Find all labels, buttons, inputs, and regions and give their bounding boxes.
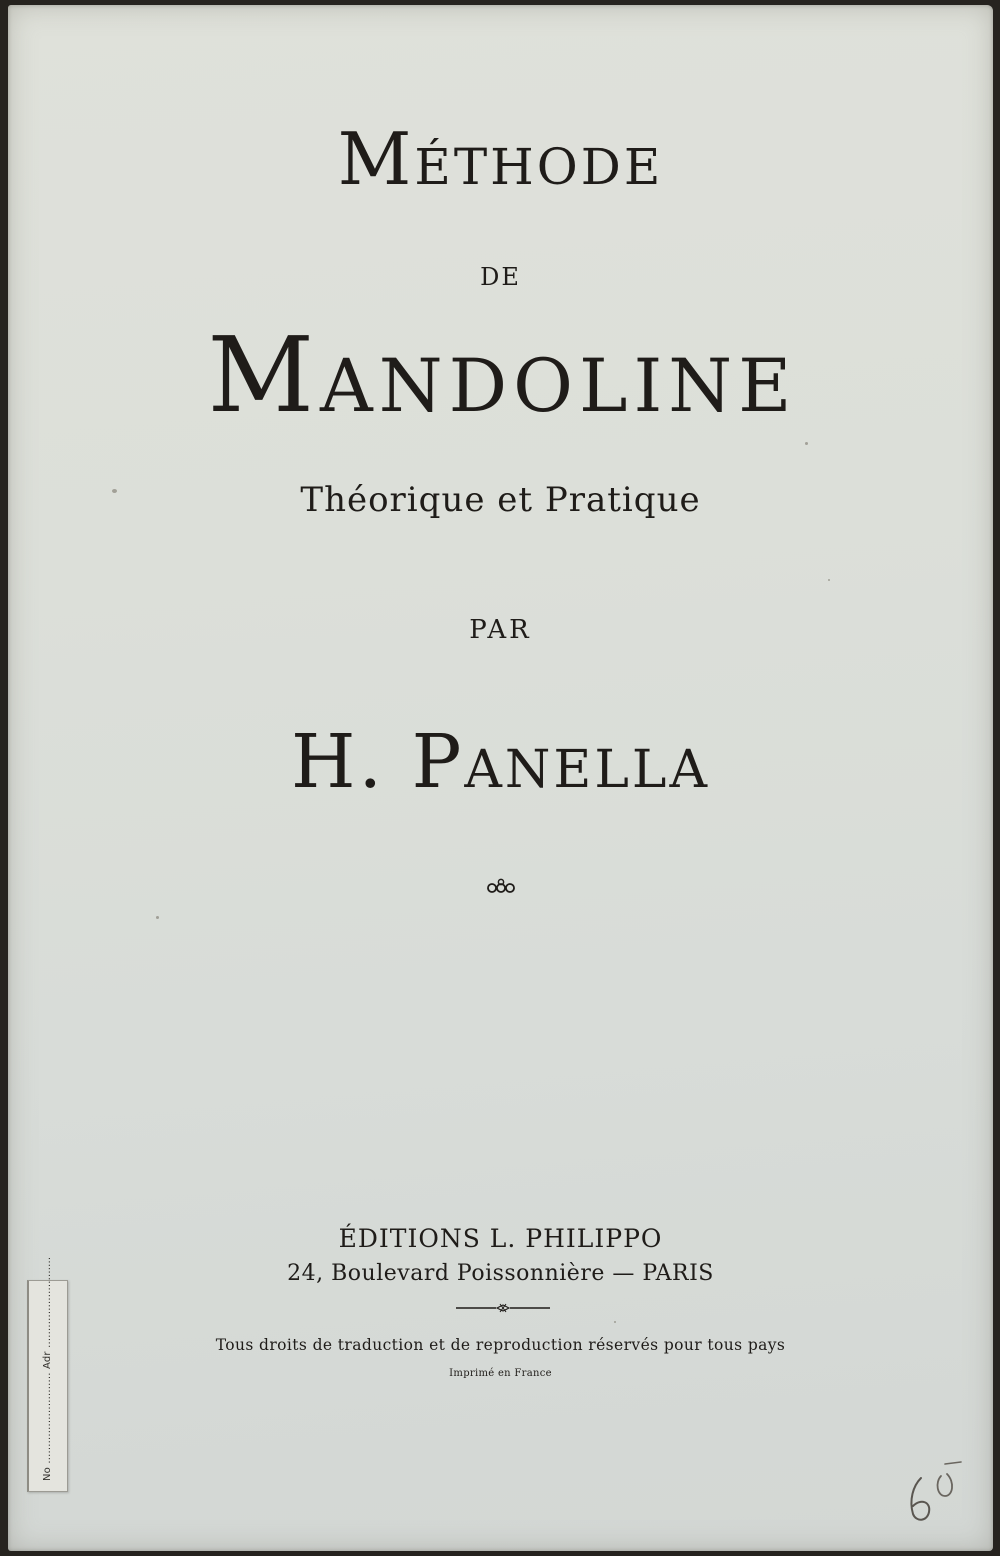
publisher-name: ÉDITIONS L. PHILIPPO xyxy=(338,1224,663,1253)
book-cover xyxy=(8,5,993,1551)
publisher-address: 24, Boulevard Poissonnière — PARIS xyxy=(287,1261,714,1286)
rights-notice: Tous droits de traduction et de reproduction réservés pour tous pays xyxy=(215,1336,786,1354)
title-mandoline: Mandoline xyxy=(207,314,798,436)
paper-speck xyxy=(112,489,117,493)
paper-speck xyxy=(805,442,808,445)
fleuron-ornament-icon xyxy=(486,877,516,897)
divider-rule-icon xyxy=(456,1303,550,1313)
subtitle: Théorique et Pratique xyxy=(300,480,701,520)
library-shelf-label xyxy=(27,1256,68,1492)
title-methode: Méthode xyxy=(337,117,664,201)
paper-speck xyxy=(828,579,830,581)
library-label-text: No ........................... Adr ........................... xyxy=(42,1256,53,1481)
printed-in-france: Imprimé en France xyxy=(449,1368,552,1379)
pencil-annotation-icon xyxy=(901,1456,971,1528)
author-name: H. Panella xyxy=(291,719,710,805)
by-label: PAR xyxy=(469,615,532,645)
paper-speck xyxy=(156,916,159,919)
paper-speck xyxy=(614,1321,616,1323)
title-connector: de xyxy=(480,254,521,294)
